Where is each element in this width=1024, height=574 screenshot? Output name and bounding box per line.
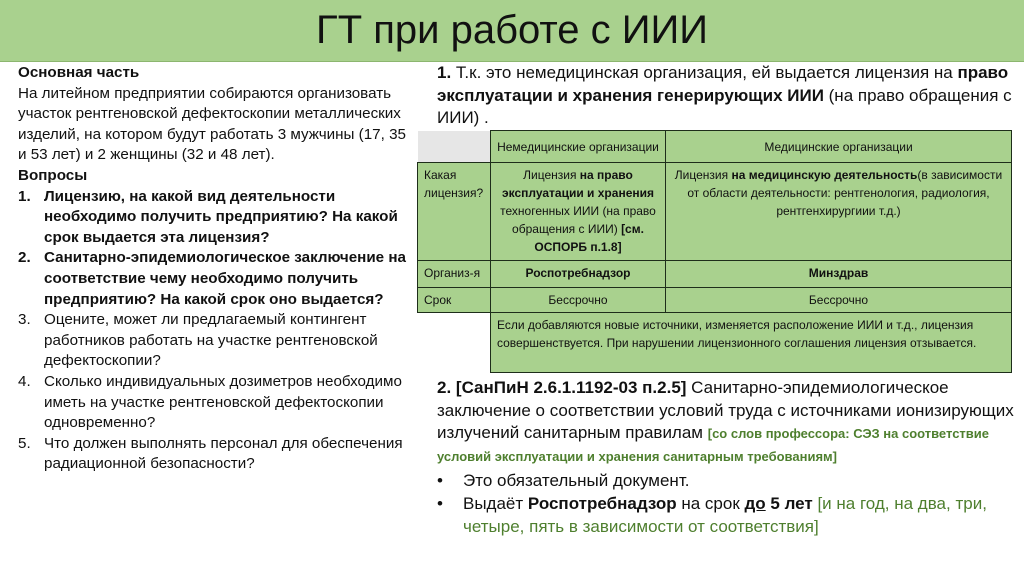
cell-med-license: Лицензия на медицинскую деятельность(в зависимости от области деятельности: рентгенология, радиология, рентгенхирургиии т.д.) <box>666 163 1012 261</box>
cell-nonmed-term: Бессрочно <box>491 288 666 313</box>
header-nonmedical: Немедицинские организации <box>491 131 666 163</box>
question-item: 4. Сколько индивидуальных дозиметров необходимо иметь на участке рентгеновской дефектоскопии одновременно? <box>18 372 402 432</box>
answer-2: 2. [СанПиН 2.6.1.1192-03 п.2.5] Санитарно-эпидемиологическое заключение о соответствии условий труда с источниками ионизирующих излучений санитарным правилам [со слов профессора: СЭЗ на соответствие условий эксплуатации и хранения санитарным требованиям] • Это обязательный документ. • Выдаёт Роспотребнадзор на срок до 5 лет [и на год, на два, три, четыре, пять в зависимости от соответствия] <box>437 377 1017 538</box>
task-intro: На литейном предприятии собираются организовать участок рентгеновской дефектоскопии металлических изделий, на котором будут работать 3 мужчины (17, 35 и 53 лет) и 2 женщины (32 и 48 лет). <box>18 84 406 164</box>
cell-med-org: Минздрав <box>666 261 1012 288</box>
row-label-org: Организ-я <box>418 261 491 288</box>
professor-note: [со слов профессора: СЭЗ на соответствие условий эксплуатации и хранения санитарным требованиям] <box>437 426 989 464</box>
answers-panel <box>437 62 1017 130</box>
answer-1: 1. Т.к. это немедицинская организация, ей выдается лицензия на право эксплуатации и хранения генерирующих ИИИ (на право обращения с ИИИ) . <box>437 63 1012 127</box>
license-table <box>417 130 1012 373</box>
header-medical: Медицинские организации <box>666 131 1012 163</box>
question-item: 3. Оцените, может ли предлагаемый контингент работников работать на участке рентгеновской дефектоскопии? <box>18 311 378 370</box>
task-panel <box>18 63 418 475</box>
question-item: 2. Санитарно-эпидемиологическое заключение на соответствие чему необходимо получить предприятию? На какой срок оно выдается? <box>18 249 406 308</box>
slide-title: ГТ при работе с ИИИ <box>0 0 1024 62</box>
bullet-item: • Выдаёт Роспотребнадзор на срок до 5 лет [и на год, на два, три, четыре, пять в зависимости от соответствия] <box>437 494 987 536</box>
questions-heading: Вопросы <box>18 166 88 184</box>
bullet-item: • Это обязательный документ. <box>437 471 690 490</box>
answer-2-bullets <box>437 469 1017 538</box>
main-heading: Основная часть <box>18 64 140 81</box>
question-item: 5. Что должен выполнять персонал для обеспечения радиационной безопасности? <box>18 434 403 473</box>
row-label-term: Срок <box>418 288 491 313</box>
cell-nonmed-license: Лицензия на право эксплуатации и хранения техногенных ИИИ (на право обращения с ИИИ) [см. ОСПОРБ п.1.8] <box>491 163 666 261</box>
questions-list <box>18 187 418 475</box>
row-label-license: Какая лицензия? <box>418 163 491 261</box>
license-note: Если добавляются новые источники, изменяется расположение ИИИ и т.д., лицензия совершенствуется. При нарушении лицензионного соглашения лицензия отзывается. <box>491 313 1012 373</box>
cell-med-term: Бессрочно <box>666 288 1012 313</box>
cell-nonmed-org: Роспотребнадзор <box>491 261 666 288</box>
question-item: 1. Лицензию, на какой вид деятельности необходимо получить предприятию? На какой срок выдается эта лицензия? <box>18 187 398 246</box>
